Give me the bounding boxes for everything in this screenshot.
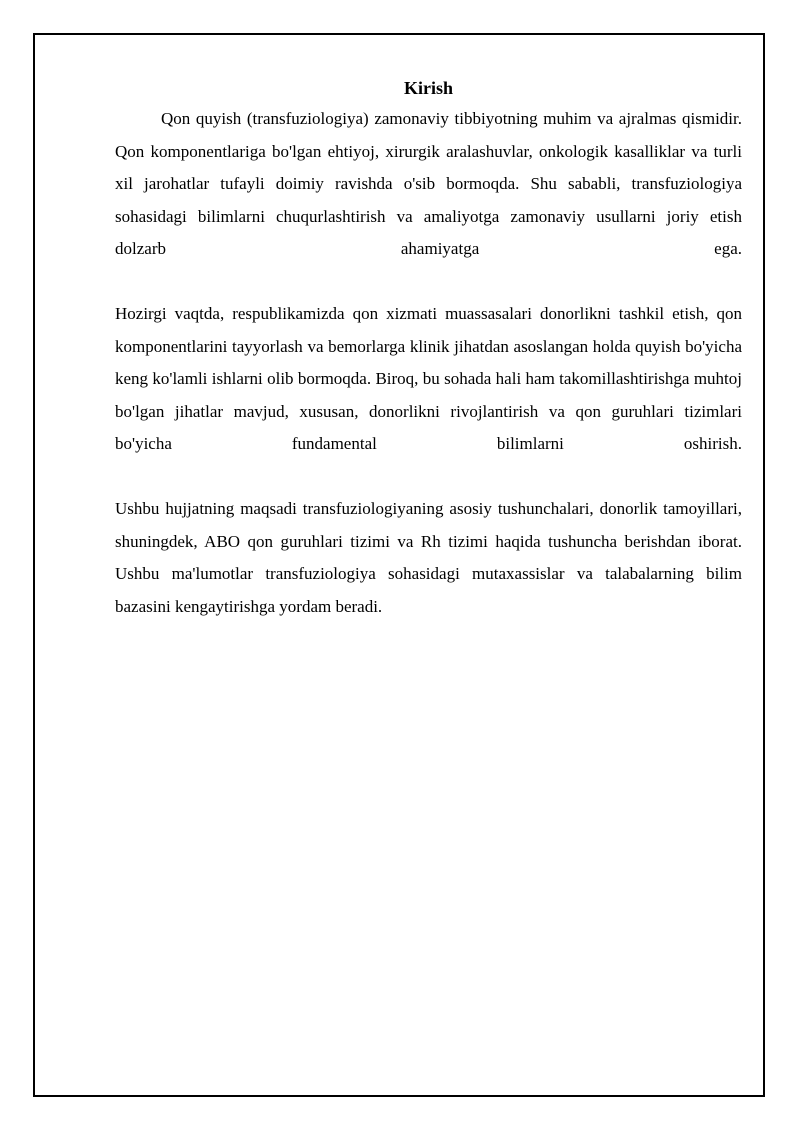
paragraph-current-state: Hozirgi vaqtda, respublikamizda qon xizmati muassasalari donorlikni tashkil etish, qon komponentlarini tayyorlash va bemorlarga klinik jihatdan asoslangan holda quyish bo'yicha keng ko'lamli ishlarni olib bormoqda. Biroq, bu sohada hali ham takomillashtirishga muhtoj bo'lgan jihatlar mavjud, xususan, donorlikni rivojlantirish va qon guruhlari tizimlari bo'yicha fundamental bilimlarni oshirish. — [115, 304, 742, 453]
paragraph-spacer — [115, 266, 742, 299]
paragraph-purpose: Ushbu hujjatning maqsadi transfuziologiyaning asosiy tushunchalari, donorlik tamoyillari, shuningdek, ABO qon guruhlari tizimi va Rh tizimi haqida tushuncha berishdan iborat. Ushbu ma'lumotlar transfuziologiya sohasidagi mutaxassislar va talabalarning bilim bazasini kengaytirishga yordam beradi. — [115, 499, 742, 616]
document-title: Kirish — [403, 78, 453, 98]
paragraph-intro: Qon quyish (transfuziologiya) zamonaviy tibbiyotning muhim va ajralmas qismidir. Qon komponentlariga bo'lgan ehtiyoj, xirurgik aralashuvlar, onkologik kasalliklar va turli xil jarohatlar tufayli doimiy ravishda o'sib bormoqda. Shu sababli, transfuziologiya sohasidagi bilimlarni chuqurlashtirish va amaliyotga zamonaviy usullarni joriy etish dolzarb ahamiyatga ega. — [115, 109, 742, 258]
document-body — [115, 74, 742, 623]
paragraph-spacer — [115, 461, 742, 494]
